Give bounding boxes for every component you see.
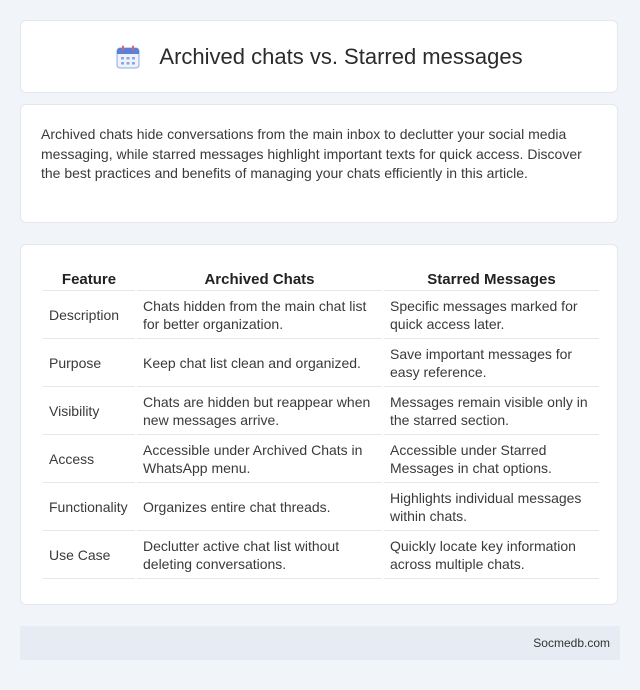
table-row xyxy=(43,435,599,483)
feature-cell: Access xyxy=(43,435,135,483)
header-archived-chats: Archived Chats xyxy=(137,267,382,291)
feature-cell: Visibility xyxy=(43,387,135,435)
archived-cell: Declutter active chat list without deleting conversations. xyxy=(137,531,382,579)
footer-site-name: Socmedb.com xyxy=(533,636,610,650)
table-header-row xyxy=(43,267,599,291)
table-row xyxy=(43,531,599,579)
feature-cell: Description xyxy=(43,291,135,339)
table-row xyxy=(43,339,599,387)
table-row xyxy=(43,387,599,435)
archived-cell: Keep chat list clean and organized. xyxy=(137,339,382,387)
archived-cell: Organizes entire chat threads. xyxy=(137,483,382,531)
table-row xyxy=(43,291,599,339)
header-starred-messages: Starred Messages xyxy=(384,267,599,291)
feature-cell: Functionality xyxy=(43,483,135,531)
archived-cell: Chats are hidden but reappear when new messages arrive. xyxy=(137,387,382,435)
comparison-table xyxy=(41,267,601,579)
starred-cell: Highlights individual messages within chats. xyxy=(384,483,599,531)
table-row xyxy=(43,483,599,531)
starred-cell: Specific messages marked for quick access later. xyxy=(384,291,599,339)
starred-cell: Quickly locate key information across multiple chats. xyxy=(384,531,599,579)
feature-cell: Use Case xyxy=(43,531,135,579)
starred-cell: Messages remain visible only in the starred section. xyxy=(384,387,599,435)
intro-text: Archived chats hide conversations from the main inbox to declutter your social media messaging, while starred messages highlight important texts for quick access. Discover the best practices and benefits of managing your chats efficiently in this article. xyxy=(41,126,582,181)
footer xyxy=(20,626,620,660)
page-title: Archived chats vs. Starred messages xyxy=(159,43,523,69)
feature-cell: Purpose xyxy=(43,339,135,387)
header-feature: Feature xyxy=(43,267,135,291)
intro-card xyxy=(20,104,618,223)
archived-cell: Chats hidden from the main chat list for better organization. xyxy=(137,291,382,339)
comparison-card xyxy=(20,244,618,605)
starred-cell: Accessible under Starred Messages in chat options. xyxy=(384,435,599,483)
title-card xyxy=(20,20,618,93)
calendar-icon xyxy=(115,44,141,70)
starred-cell: Save important messages for easy reference. xyxy=(384,339,599,387)
archived-cell: Accessible under Archived Chats in WhatsApp menu. xyxy=(137,435,382,483)
title-wrap xyxy=(115,44,522,70)
